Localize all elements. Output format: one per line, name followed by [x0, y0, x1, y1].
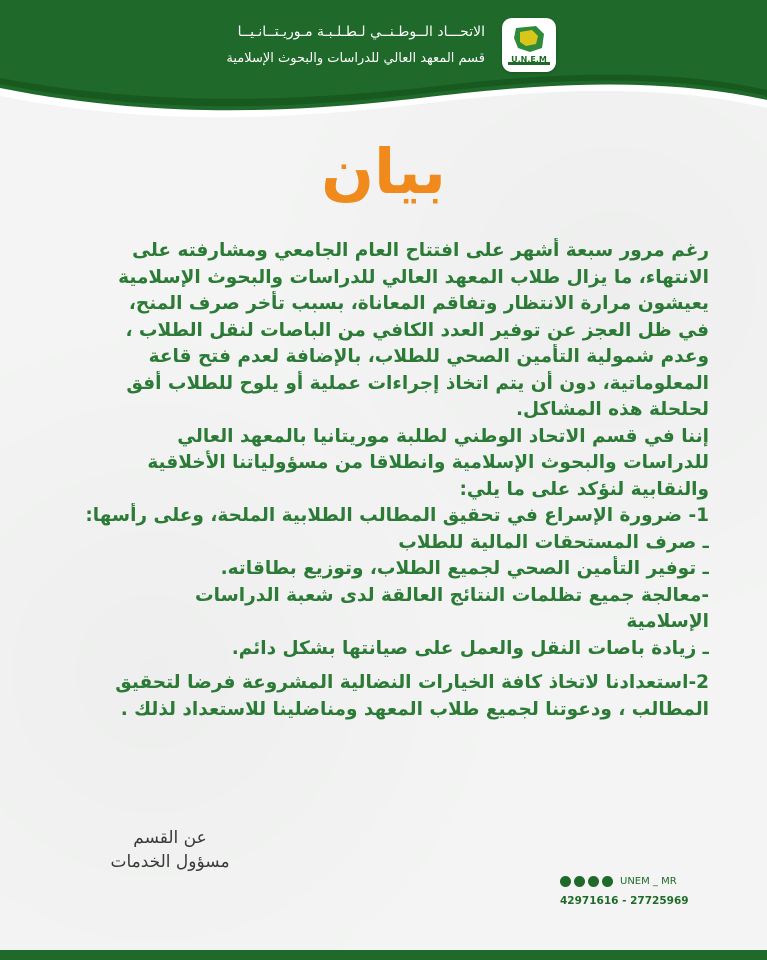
org-name: الاتحـــاد الــوطـنــي لـطـلـبـة مـوريـتــانـيــا: [237, 24, 485, 40]
twitter-icon[interactable]: [574, 876, 585, 887]
text-line: إننا في قسم الاتحاد الوطني لطلبة موريتانيا بالمعهد العالي: [177, 425, 709, 447]
logo-text: U.N.E.M: [511, 55, 547, 64]
bottom-bar: [0, 950, 767, 960]
list-item: ـ توفير التأمين الصحي لجميع الطلاب، وتوزيع بطاقاته.: [220, 558, 709, 579]
social-links: [560, 876, 677, 887]
social-handle: UNEM _ MR: [620, 876, 677, 887]
demands-list: [64, 530, 709, 663]
signature-line: مسؤول الخدمات: [110, 852, 230, 872]
text-line: يعيشون مرارة الانتظار وتفاقم المعاناة، بسبب تأخر صرف المنح،: [128, 293, 709, 314]
signature-block: [85, 826, 255, 874]
unem-logo: [502, 18, 556, 72]
list-item: ـ زيادة باصات النقل والعمل على صيانتها بشكل دائم.: [231, 637, 709, 659]
facebook-icon[interactable]: [602, 876, 613, 887]
telegram-icon[interactable]: [588, 876, 599, 887]
department-name: قسم المعهد العالي للدراسات والبحوث الإسلامية: [226, 51, 485, 66]
list-item: -معالجة جميع تظلمات النتائج العالقة لدى شعبة الدراسات: [195, 584, 709, 606]
text-line: للدراسات والبحوث الإسلامية وانطلاقا من مسؤولياتنا الأخلاقية: [147, 452, 709, 473]
signature-line: عن القسم: [133, 828, 207, 848]
page-title: بيان: [321, 135, 446, 208]
list-item: ـ صرف المستحقات المالية للطلاب: [398, 531, 709, 553]
text-line: 1- ضرورة الإسراع في تحقيق المطالب الطلابية الملحة، وعلى رأسها:: [85, 505, 709, 526]
statement-body: [64, 238, 709, 723]
text-line: المعلوماتية، دون أن يتم اتخاذ إجراءات عملية أو يلوح للطلاب أفق: [126, 372, 709, 394]
text-line: وعدم شمولية التأمين الصحي للطلاب، بالإضافة لعدم فتح قاعة: [148, 346, 709, 367]
text-line: لحلحلة هذه المشاكل.: [515, 399, 709, 420]
phone-numbers: 42971616 - 27725969: [560, 895, 689, 907]
text-line: المطالب ، ودعوتنا لجميع طلاب المعهد ومناضلينا للاستعداد لذلك .: [120, 698, 709, 720]
text-line: الانتهاء، ما يزال طلاب المعهد العالي للدراسات والبحوث الإسلامية: [118, 266, 709, 288]
text-line: رغم مرور سبعة أشهر على افتتاح العام الجامعي ومشارفته على: [132, 240, 709, 261]
intro-paragraph: [64, 238, 709, 424]
text-line: والنقابية لنؤكد على ما يلي:: [459, 478, 709, 500]
declaration-paragraph: [64, 424, 709, 504]
point-one: [64, 503, 709, 530]
instagram-icon[interactable]: [560, 876, 571, 887]
header-text: [226, 22, 485, 70]
point-two: [64, 670, 709, 723]
text-line: في ظل العجز عن توفير العدد الكافي من الباصات لنقل الطلاب ،: [125, 319, 709, 341]
list-item: الإسلامية: [626, 611, 709, 632]
text-line: 2-استعدادنا لاتخاذ كافة الخيارات النضالية المشروعة فرضا لتحقيق: [115, 672, 709, 693]
